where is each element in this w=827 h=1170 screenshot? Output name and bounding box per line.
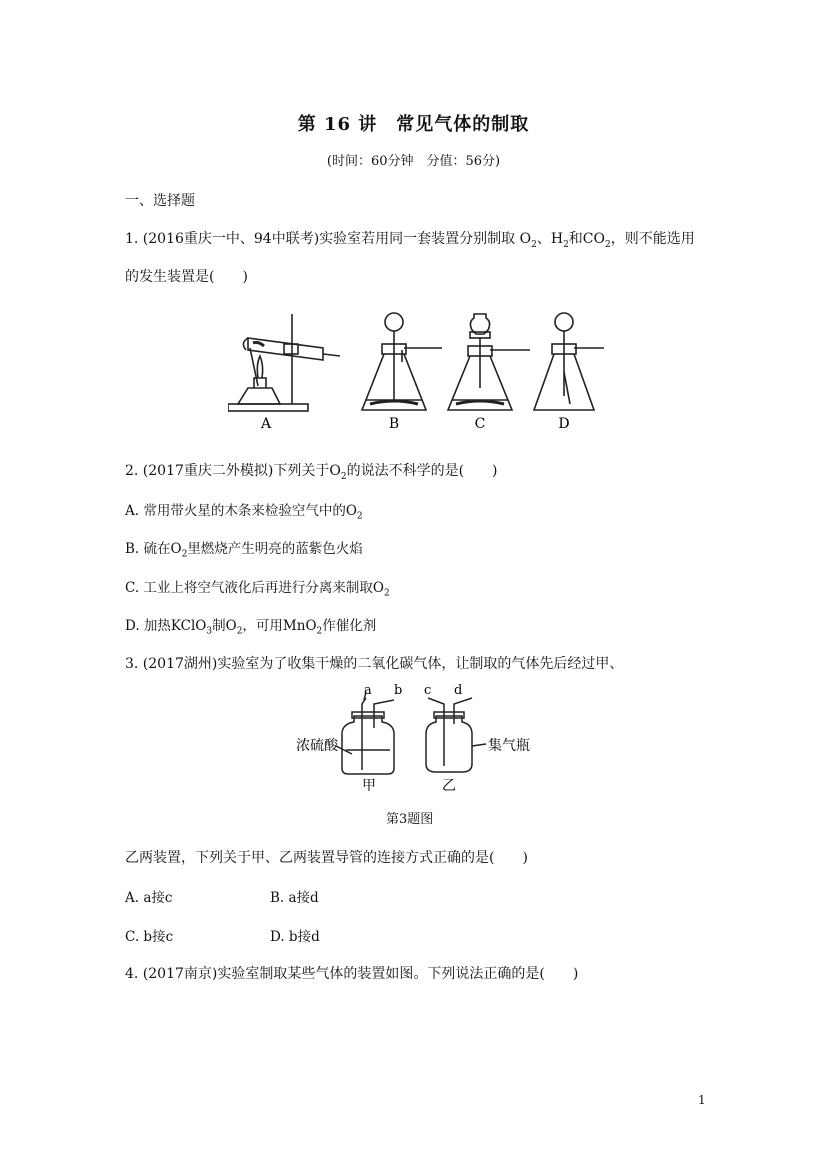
label-yi: 乙 [442, 778, 456, 794]
question-3-option-d: D. b接d [270, 929, 320, 945]
label-jia: 甲 [362, 778, 376, 794]
label-concentrated-sulfuric-acid: 浓硫酸 [296, 738, 338, 754]
question-3-continuation: 乙两装置，下列关于甲、乙两装置导管的连接方式正确的是( ) [125, 850, 528, 866]
question-4-stem: 4. (2017南京)实验室制取某些气体的装置如图。下列说法正确的是( ) [125, 966, 579, 982]
section-heading: 一、选择题 [125, 193, 195, 209]
figure-label-c: C [474, 416, 486, 432]
question-3-option-b: B. a接d [270, 890, 319, 906]
question-2-stem: 2. (2017重庆二外模拟)下列关于$O_2$的说法不科学的是( ) [125, 463, 498, 482]
question-3-option-a: A. a接c [125, 890, 173, 906]
apparatus-b [362, 313, 442, 410]
tube-label-a: a [364, 684, 372, 698]
question-2-option-c: C. 工业上将空气液化后再进行分离来制取$O_2$ [125, 580, 390, 599]
question-3-apparatus-figure [296, 684, 536, 794]
bottle-yi [426, 698, 472, 772]
bottle-jia [342, 692, 394, 774]
apparatus-c [448, 314, 530, 410]
apparatus-a [228, 314, 340, 411]
figure-caption: 第3题图 [386, 812, 434, 827]
label-gas-collecting-bottle: 集气瓶 [488, 738, 530, 754]
question-2-option-d: D. 加热KClO$_3$制$O_2$，可用MnO$_2$作催化剂 [125, 618, 377, 637]
tube-label-d: d [454, 684, 463, 698]
question-3-option-c: C. b接c [125, 929, 174, 945]
figure-label-a: A [260, 416, 272, 432]
page-number: 1 [698, 1093, 706, 1107]
question-1-apparatus-figure [228, 308, 608, 436]
tube-label-c: c [424, 684, 432, 698]
question-3-stem: 3. (2017湖州)实验室为了收集干燥的二氧化碳气体，让制取的气体先后经过甲、 [125, 656, 624, 672]
page-title: 第 16 讲 常见气体的制取 [297, 114, 530, 135]
question-1-line-1: 1. (2016重庆一中、94中联考)实验室若用同一套装置分别制取 $O_2$、$H_2$和$CO_2$，则不能选用 [125, 231, 695, 250]
apparatus-d [534, 313, 604, 410]
figure-label-d: D [558, 416, 570, 432]
question-1-line-2: 的发生装置是( ) [125, 269, 248, 285]
question-2-option-b: B. 硫在$O_2$里燃烧产生明亮的蓝紫色火焰 [125, 541, 363, 560]
question-2-option-a: A. 常用带火星的木条来检验空气中的$O_2$ [125, 503, 363, 522]
tube-label-b: b [394, 684, 403, 698]
figure-label-b: B [388, 416, 400, 432]
exam-info: (时间：60分钟 分值：56分) [326, 154, 501, 169]
